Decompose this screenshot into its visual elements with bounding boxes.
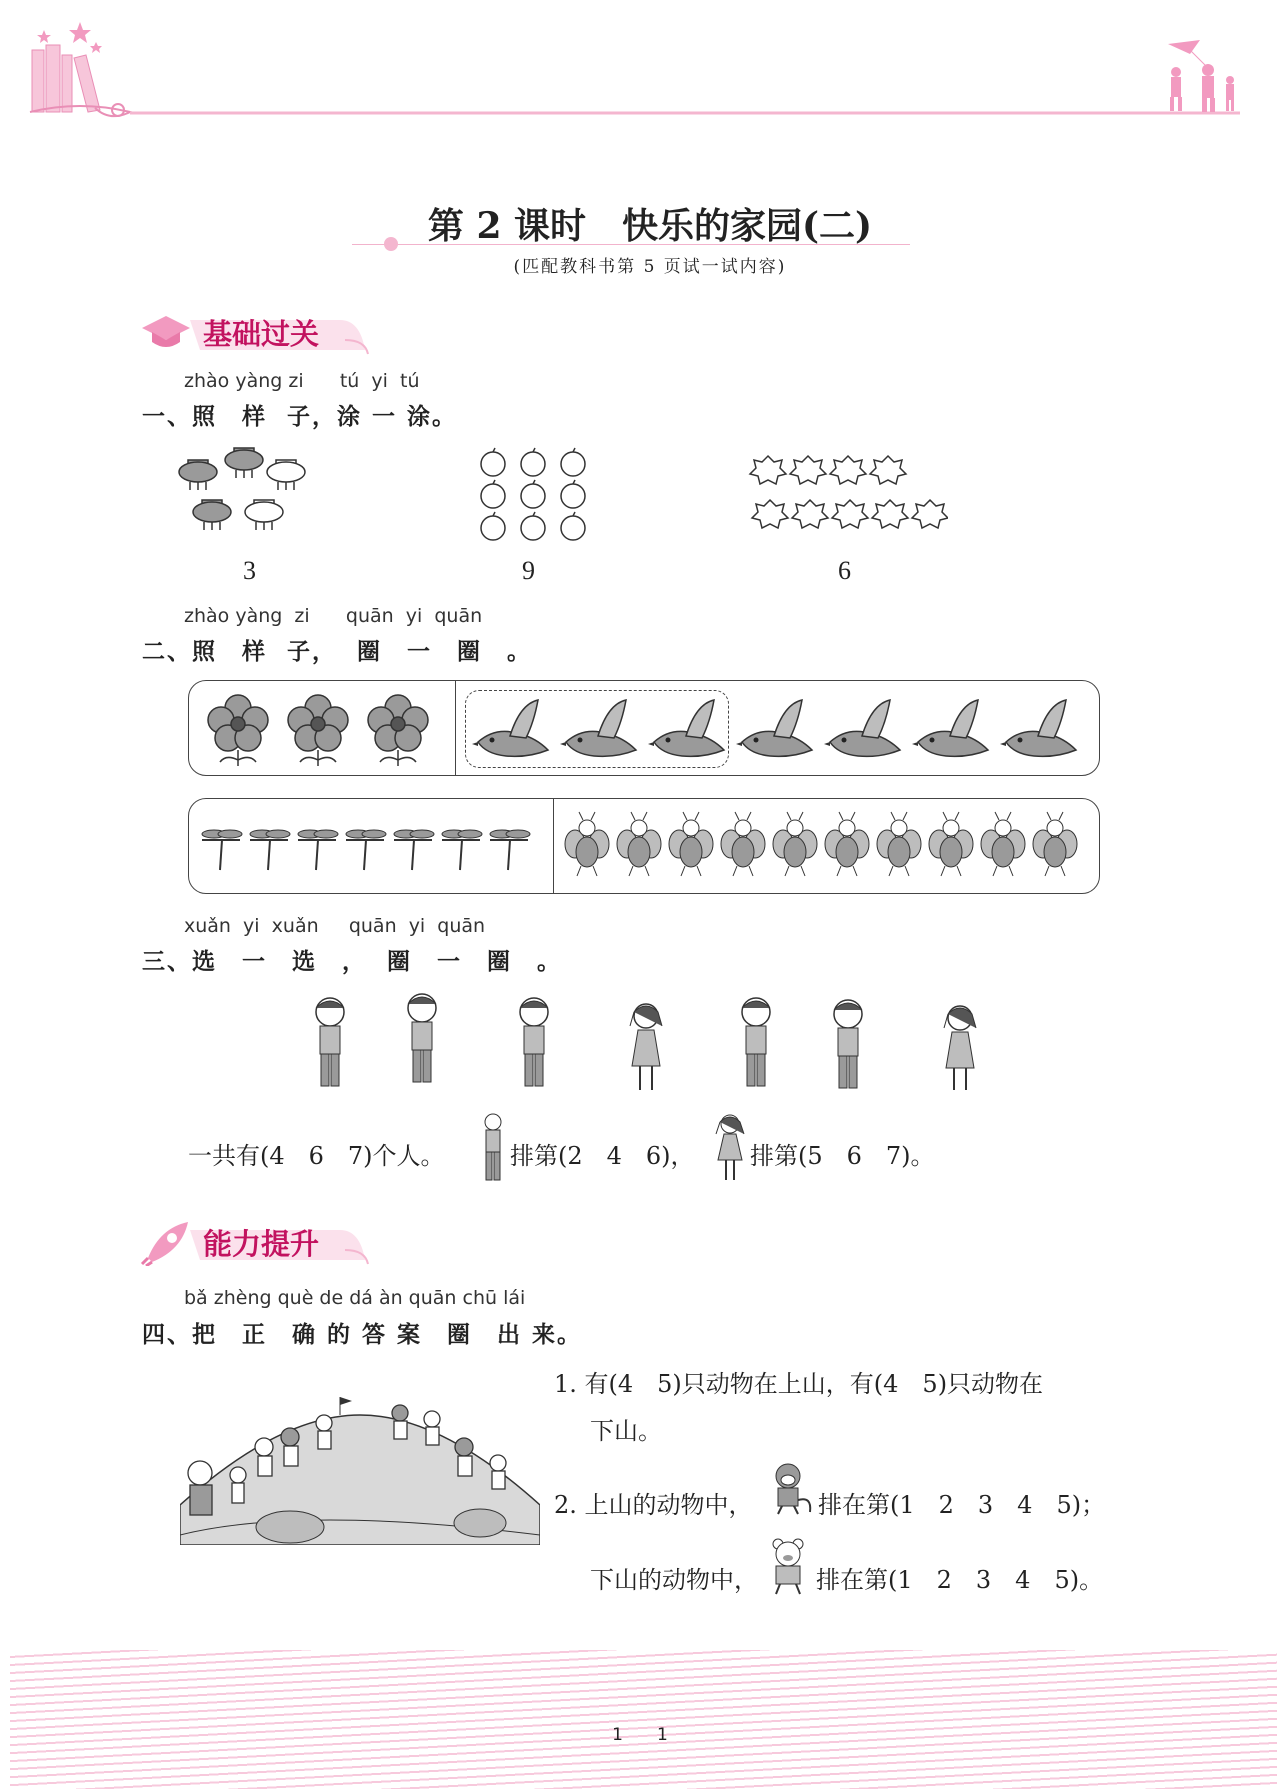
q2-pinyin: zhào yàng zi quān yi quān [184, 605, 483, 627]
bees-image [563, 810, 1088, 886]
page-number: 1 1 [612, 1725, 668, 1745]
q3-title: 三、选 一 选 ， 圈 一 圈 。 [142, 949, 563, 975]
header-decoration [0, 0, 1287, 140]
birds-image [470, 694, 1090, 766]
girl-small-icon [712, 1112, 748, 1184]
hill-animals-image [180, 1395, 540, 1545]
q4-item2-uphill-rank: 排在第(1 2 3 4 5)； [818, 1491, 1106, 1519]
boy-small-icon [480, 1112, 506, 1184]
dragonflies-image [198, 820, 548, 876]
kids-kite-icon [1168, 40, 1234, 112]
lesson-title: 第 2 课时 快乐的家园(二) [427, 205, 873, 247]
q4-pinyin: bǎ zhèng què de dá àn quān chū lái [184, 1287, 526, 1309]
section-title-basic: 基础过关 [203, 317, 320, 351]
q1-pinyin: zhào yàng zi tú yi tú [184, 370, 420, 392]
q4-title: 四、把 正 确 的 答 案 圈 出 来。 [142, 1322, 583, 1348]
q1-number-stars: 6 [838, 556, 851, 585]
title-bullet-dot [384, 237, 398, 251]
q3-sentence-girl-rank: 排第(5 6 7)。 [750, 1142, 935, 1170]
flowers-birds-divider [455, 681, 456, 775]
q4-item1-line1: 1. 有(4 5)只动物在上山，有(4 5)只动物在 [554, 1370, 1044, 1398]
q1-number-apples: 9 [522, 556, 535, 585]
stars-image [748, 450, 948, 540]
q2-title: 二、照 样 子， 圈 一 圈 。 [142, 639, 533, 665]
q4-item2-downhill: 下山的动物中， [590, 1566, 758, 1594]
q4-item1-line2: 下山。 [590, 1417, 662, 1445]
children-row-image [300, 990, 1000, 1090]
flowers-image [200, 688, 440, 768]
q3-pinyin: xuǎn yi xuǎn quān yi quān [184, 915, 486, 937]
lanterns-image [178, 440, 328, 540]
q4-item2-downhill-rank: 排在第(1 2 3 4 5)。 [816, 1566, 1104, 1594]
bear-icon [764, 1536, 814, 1596]
q1-title: 一、照 样 子，涂 一 涂。 [142, 404, 458, 430]
q4-item2-uphill: 2. 上山的动物中， [554, 1491, 753, 1519]
q3-sentence-boy-rank: 排第(2 4 6)， [510, 1142, 695, 1170]
dragonflies-bees-divider [553, 799, 554, 893]
graduation-cap-icon [140, 310, 192, 354]
rocket-icon [140, 1218, 192, 1266]
title-underline [352, 244, 910, 245]
apples-image [475, 446, 605, 546]
header-books-icon [0, 0, 1287, 140]
monkey-icon [766, 1460, 816, 1516]
lesson-subtitle: (匹配教科书第 5 页试一试内容) [513, 257, 787, 277]
q3-sentence-total: 一共有(4 6 7)个人。 [188, 1142, 445, 1170]
section-title-advanced: 能力提升 [203, 1227, 320, 1261]
q1-number-lanterns: 3 [243, 556, 256, 585]
